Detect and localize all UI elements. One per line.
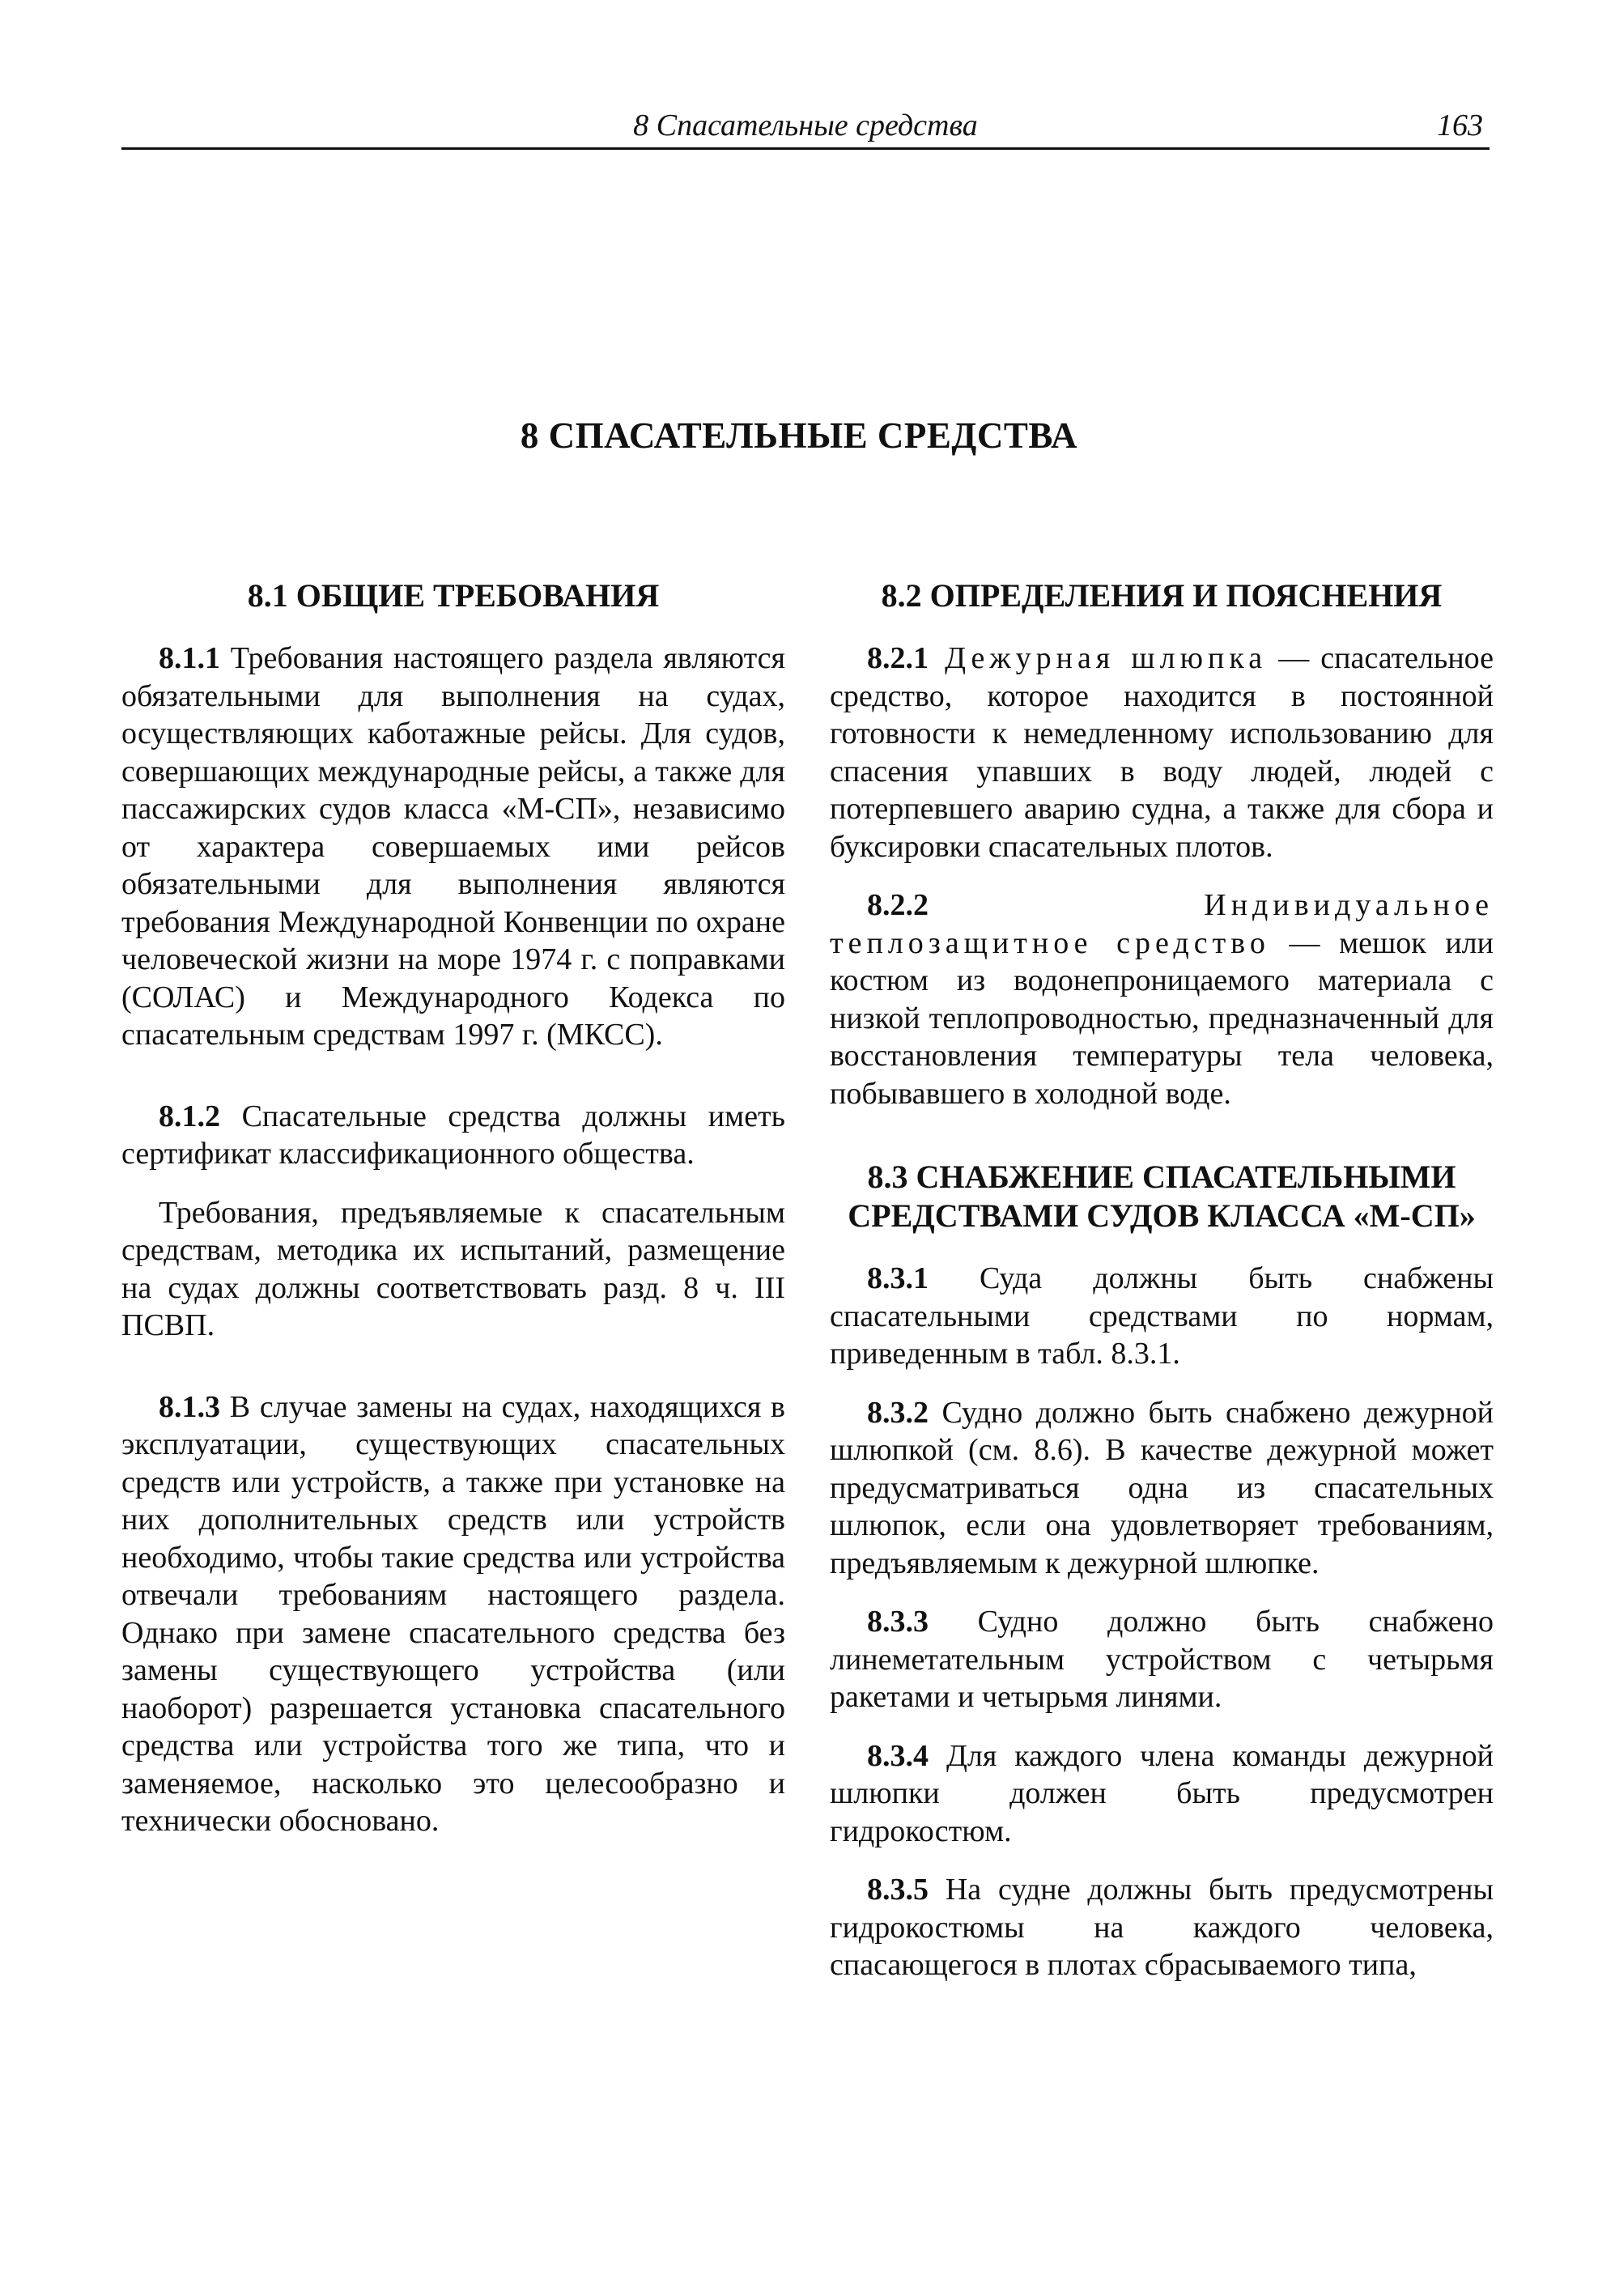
running-header	[121, 107, 1490, 150]
paragraph-number: 8.1.1	[159, 641, 220, 675]
paragraph-text: — спасательное средство, которое находится в постоянной готовности к немедленному использованию для спасения упавших в воду людей, людей с потерпевшего аварию судна, а также для сбора и буксировки спасательных плотов.	[830, 641, 1494, 864]
paragraph-8-3-5	[830, 1871, 1494, 1984]
paragraph-8-3-4	[830, 1737, 1494, 1851]
section-title-8-1: 8.1 ОБЩИЕ ТРЕБОВАНИЯ	[247, 577, 660, 614]
paragraph-number: 8.3.5	[867, 1873, 929, 1907]
page-number: 163	[1437, 108, 1483, 142]
paragraph-number: 8.2.1	[867, 641, 929, 675]
paragraph-8-1-2-continued: Требования, предъявляемые к спасательным средствам, методика их испытаний, размещение на судах должны соответствовать разд. 8 ч. III ПСВП.	[121, 1195, 785, 1342]
running-header-title: 8 Спасательные средства	[633, 108, 978, 142]
paragraph-number: 8.2.2	[867, 888, 929, 922]
paragraph-8-1-3	[121, 1388, 785, 1840]
paragraph-text: На судне должны быть предусмотрены гидрокостюмы на каждого человека, спасающегося в плотах сбрасываемого типа,	[830, 1873, 1494, 1982]
paragraph-number: 8.3.4	[867, 1738, 929, 1773]
paragraph-text: В случае замены на судах, находящихся в эксплуатации, существующих спасательных средств или устройств, а также при установке на них дополнительных средств или устройств необходимо, чтобы такие средства или устройства отвечали требованиям настоящего раздела. Однако при замене спасательного средства без замены существующего устройства (или наоборот) разрешается установка спасательного средства или устройства того же типа, что и заменяемое, насколько это целесообразно и технически обосновано.	[121, 1389, 785, 1838]
paragraph-8-3-3	[830, 1603, 1494, 1716]
paragraph-text: Судно должно быть снабжено линеметательным устройством с четырьмя ракетами и четырьмя линями.	[830, 1605, 1494, 1714]
paragraph-8-1-1	[121, 640, 785, 1054]
paragraph-8-1-2	[121, 1098, 785, 1173]
paragraph-text: Судно должно быть снабжено дежурной шлюпкой (см. 8.6). В качестве дежурной может предусматриваться одна из спасательных шлюпок, если она удовлетворяет требованиям, предъявляемым к дежурной шлюпке.	[830, 1395, 1494, 1580]
paragraph-number: 8.3.2	[867, 1395, 929, 1430]
paragraph-number: 8.3.1	[867, 1261, 929, 1295]
paragraph-text: Для каждого члена команды дежурной шлюпки должен быть предусмотрен гидрокостюм.	[830, 1738, 1494, 1848]
left-column	[121, 576, 785, 1861]
defined-term: Индивидуальное теплозащитное средство	[830, 888, 1494, 960]
paragraph-text: — мешок или костюм из водонепроницаемого материала с низкой теплопроводностью, предназначенный для восстановления температуры тела человека, побывавшего в холодной воде.	[830, 925, 1494, 1111]
paragraph-number: 8.1.2	[159, 1099, 220, 1133]
paragraph-number: 8.1.3	[159, 1389, 220, 1424]
chapter-title: 8 СПАСАТЕЛЬНЫЕ СРЕДСТВА	[520, 415, 1078, 456]
defined-term: Дежурная шлюпка	[929, 641, 1268, 675]
paragraph-text: Спасательные средства должны иметь сертификат классификационного общества.	[121, 1099, 785, 1171]
section-title-8-2: 8.2 ОПРЕДЕЛЕНИЯ И ПОЯСНЕНИЯ	[881, 577, 1443, 614]
paragraph-text: Требования настоящего раздела являются обязательными для выполнения на судах, осуществляющих каботажные рейсы. Для судов, совершающих международные рейсы, а также для пассажирских судов класса «М-СП», независимо от характера совершаемых ими рейсов обязательными для выполнения являются требования Международной Конвенции по охране человеческой жизни на море 1974 г. с поправками (СОЛАС) и Международного Кодекса по спасательным средствам 1997 г. (МКСС).	[121, 641, 785, 1052]
paragraph-8-3-2	[830, 1394, 1494, 1583]
paragraph-8-2-1	[830, 640, 1494, 865]
section-title-8-3: 8.3 СНАБЖЕНИЕ СПАСАТЕЛЬНЫМИ СРЕДСТВАМИ СУДОВ КЛАССА «М-СП»	[848, 1159, 1476, 1234]
paragraph-text: Суда должны быть снабжены спасательными средствами по нормам, приведенным в табл. 8.3.1.	[830, 1261, 1494, 1371]
paragraph-8-2-2	[830, 887, 1494, 1112]
paragraph-8-3-1	[830, 1260, 1494, 1373]
paragraph-number: 8.3.3	[867, 1605, 929, 1639]
right-column	[830, 576, 1494, 2005]
